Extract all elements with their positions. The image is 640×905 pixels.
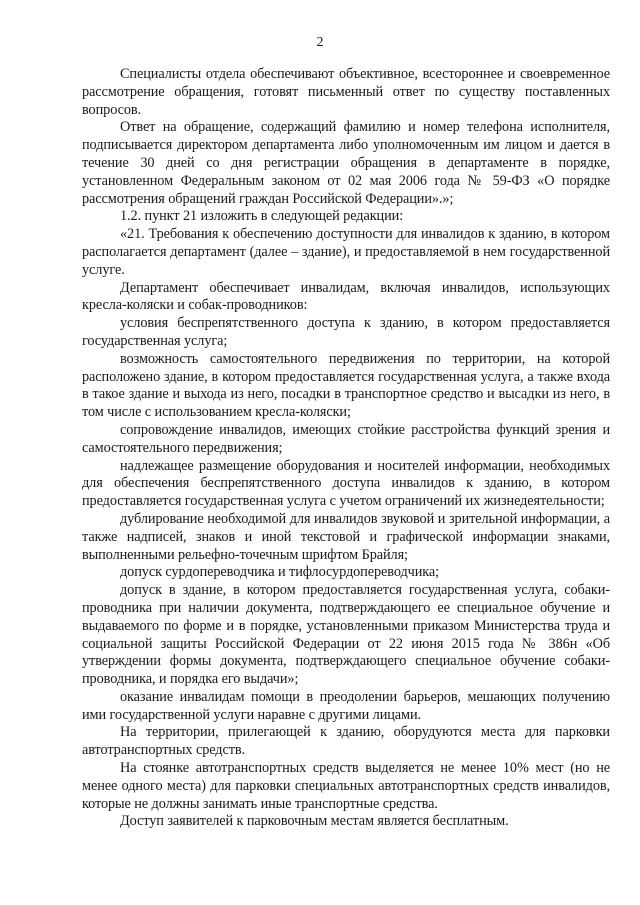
paragraph: допуск сурдопереводчика и тифлосурдопереводчика; [120,564,440,581]
document-body [82,66,610,831]
paragraph: Специалисты отдела обеспечивают объективное, всестороннее и своевременное рассмотрение обращения, готовят письменный ответ по существу поставленных вопросов. [82,66,610,118]
paragraph: допуск в здание, в котором предоставляется государственная услуга, собаки-проводника при наличии документа, подтверждающего ее специальное обучение и выдаваемого по форме и в порядке, установленными приказом Министерства труда и социальной защиты Российской Федерации от 22 июня 2015 года № 386н «Об утверждении формы документа, подтверждающего специальное обучение собаки-проводника, и порядка его выдачи»; [82,582,610,688]
paragraph: дублирование необходимой для инвалидов звуковой и зрительной информации, а также надписей, знаков и иной текстовой и графической информации знаками, выполненными рельефно-точечным шрифтом Брайля; [82,510,610,563]
paragraph: Доступ заявителей к парковочным местам является бесплатным. [120,813,509,830]
paragraph: надлежащее размещение оборудования и носителей информации, необходимых для обеспечения беспрепятственного доступа инвалидов к зданию, в котором предоставляется государственная услуга с учетом ограничений их жизнедеятельности; [82,457,610,510]
paragraph: сопровождение инвалидов, имеющих стойкие расстройства функций зрения и самостоятельного передвижения; [82,421,610,456]
paragraph: условия беспрепятственного доступа к зданию, в котором предоставляется государственная услуга; [82,315,610,349]
paragraph: Ответ на обращение, содержащий фамилию и номер телефона исполнителя, подписывается директором департамента либо уполномоченным им лицом и дается в течение 30 дней со дня регистрации обращения в департаменте в порядке, установленном Федеральным законом от 02 мая 2006 года № 59-ФЗ «О порядке рассмотрения обращений граждан Российской Федерации».»; [82,119,610,207]
page-number: 2 [316,35,324,50]
paragraph: «21. Требования к обеспечению доступности для инвалидов к зданию, в котором располагается департамент (далее – здание), и предоставляемой в нем государственной услуге. [82,226,610,278]
paragraph: оказание инвалидам помощи в преодолении барьеров, мешающих получению ими государственной услуги наравне с другими лицами. [82,688,610,723]
paragraph: возможность самостоятельного передвижения по территории, на которой расположено здание, в котором предоставляется государственная услуга, а также входа в такое здание и выхода из него, посадки в транспортное средство и высадки из него, в том числе с использованием кресла-коляски; [82,350,610,421]
paragraph: 1.2. пункт 21 изложить в следующей редакции: [120,208,404,225]
paragraph: На территории, прилегающей к зданию, оборудуются места для парковки автотранспортных средств. [82,724,610,759]
paragraph: На стоянке автотранспортных средств выделяется не менее 10% мест (но не менее одного места) для парковки специальных автотранспортных средств инвалидов, которые не должны занимать иные транспортные средства. [82,760,610,812]
paragraph: Департамент обеспечивает инвалидам, включая инвалидов, использующих кресла-коляски и собак-проводников: [82,279,610,314]
